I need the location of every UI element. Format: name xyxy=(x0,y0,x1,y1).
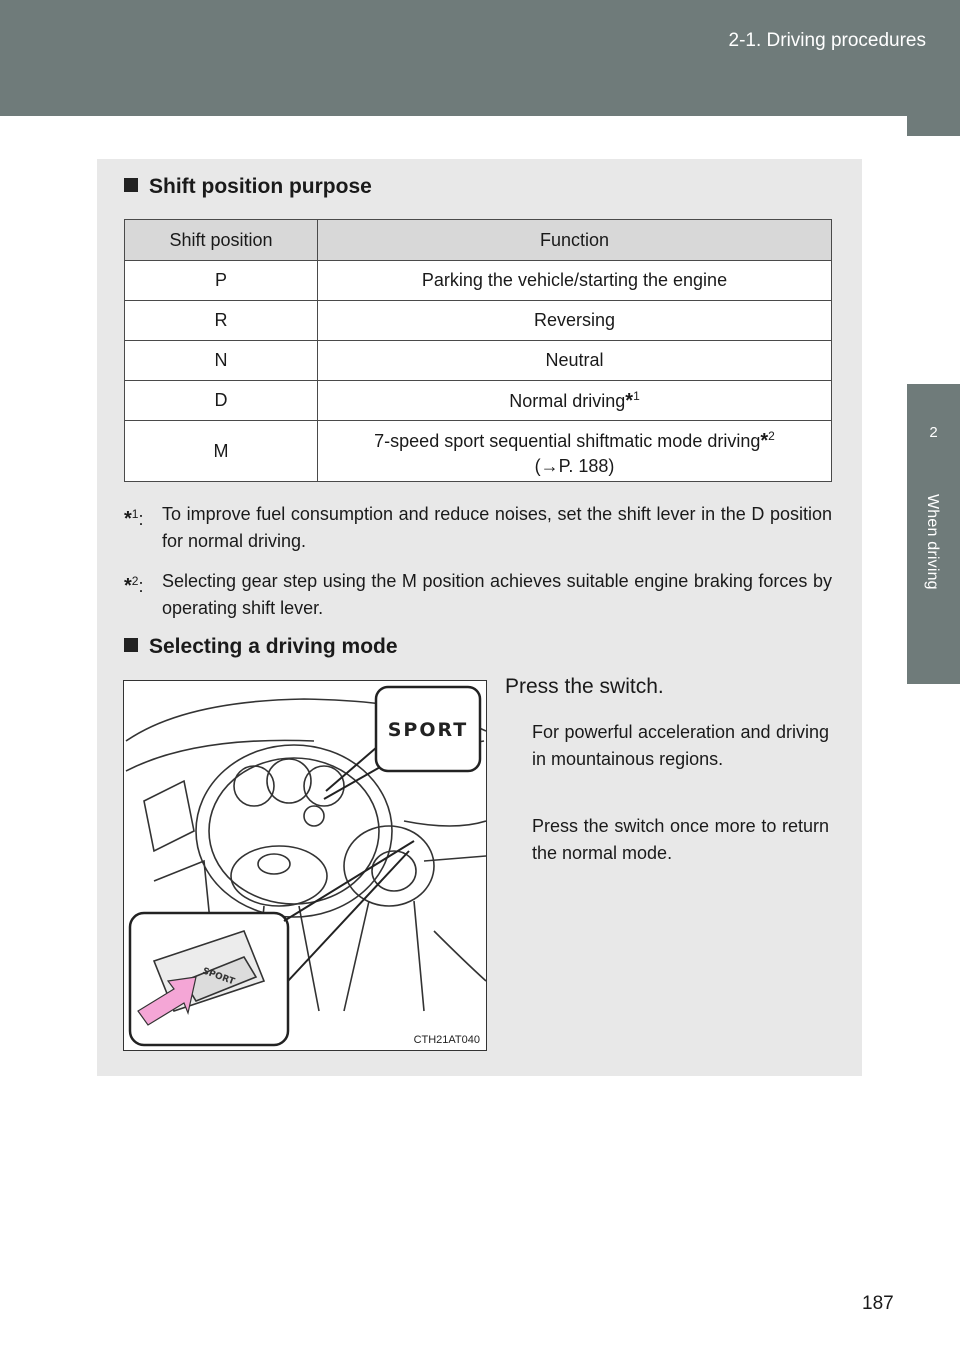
instruction-text: For powerful acceleration and driving in mountainous regions. xyxy=(532,722,829,769)
column-header: Shift position xyxy=(125,220,318,261)
asterisk-icon: * xyxy=(124,575,132,597)
shift-position-cell: D xyxy=(125,381,318,421)
function-cell xyxy=(318,421,832,482)
shift-position-cell: M xyxy=(125,421,318,482)
switch-sport-label: SPORT xyxy=(200,966,236,988)
footnote-marker: *$^2$: xyxy=(124,574,144,597)
table-row xyxy=(125,341,832,381)
footnote-marker: *$^1$: xyxy=(124,507,144,530)
shift-position-table xyxy=(124,219,832,482)
table-row xyxy=(125,301,832,341)
instruction-title: Press the switch. xyxy=(505,675,664,698)
footnote-number: 2 xyxy=(131,574,139,588)
callout-sport-label: SPORT xyxy=(387,719,469,741)
function-text: 7-speed sport sequential shiftmatic mode driving xyxy=(374,430,761,451)
chapter-number: 2 xyxy=(929,424,938,441)
footnote-ref: 2 xyxy=(768,428,775,443)
section-heading-text: Selecting a driving mode xyxy=(149,635,398,658)
dashboard-drawing xyxy=(124,681,486,1050)
square-bullet-icon xyxy=(124,178,138,192)
page-number: 187 xyxy=(862,1293,894,1314)
section-heading-shift-position xyxy=(124,175,372,199)
illustration-code: CTH21AT040 xyxy=(413,1034,480,1046)
page-header xyxy=(0,0,960,116)
page-reference: (→P. 188) xyxy=(534,455,615,476)
footnote-text: To improve fuel consumption and reduce noises, set the shift lever in the D position for normal driving. xyxy=(162,504,832,551)
table-row xyxy=(125,421,832,482)
sport-switch-illustration xyxy=(123,680,487,1051)
table-row xyxy=(125,381,832,421)
chapter-side-tab xyxy=(907,384,960,684)
shift-position-cell: R xyxy=(125,301,318,341)
shift-position-cell: N xyxy=(125,341,318,381)
table-header-row xyxy=(125,220,832,261)
function-text: Normal driving xyxy=(509,390,626,411)
function-cell: Parking the vehicle/starting the engine xyxy=(318,261,832,301)
asterisk-icon: * xyxy=(124,508,132,530)
table-row xyxy=(125,261,832,301)
footnote-number: 1 xyxy=(131,507,139,521)
asterisk-icon: * xyxy=(760,429,769,452)
footnote-ref: 1 xyxy=(633,388,640,403)
function-cell: Neutral xyxy=(318,341,832,381)
footnote-text: Selecting gear step using the M position achieves suitable engine braking forces by operating shift lever. xyxy=(162,571,832,618)
instruction-text: Press the switch once more to return the normal mode. xyxy=(532,816,829,863)
function-cell xyxy=(318,381,832,421)
asterisk-icon: * xyxy=(625,389,634,412)
footnote xyxy=(124,568,832,622)
header-title: 2-1. Driving procedures xyxy=(728,30,926,51)
section-heading-driving-mode xyxy=(124,635,398,659)
function-cell: Reversing xyxy=(318,301,832,341)
section-heading-text: Shift position purpose xyxy=(149,175,372,198)
square-bullet-icon xyxy=(124,638,138,652)
side-tab-top xyxy=(907,116,960,136)
footnote xyxy=(124,501,832,555)
column-header: Function xyxy=(318,220,832,261)
chapter-label: When driving xyxy=(924,494,941,590)
shift-position-cell: P xyxy=(125,261,318,301)
